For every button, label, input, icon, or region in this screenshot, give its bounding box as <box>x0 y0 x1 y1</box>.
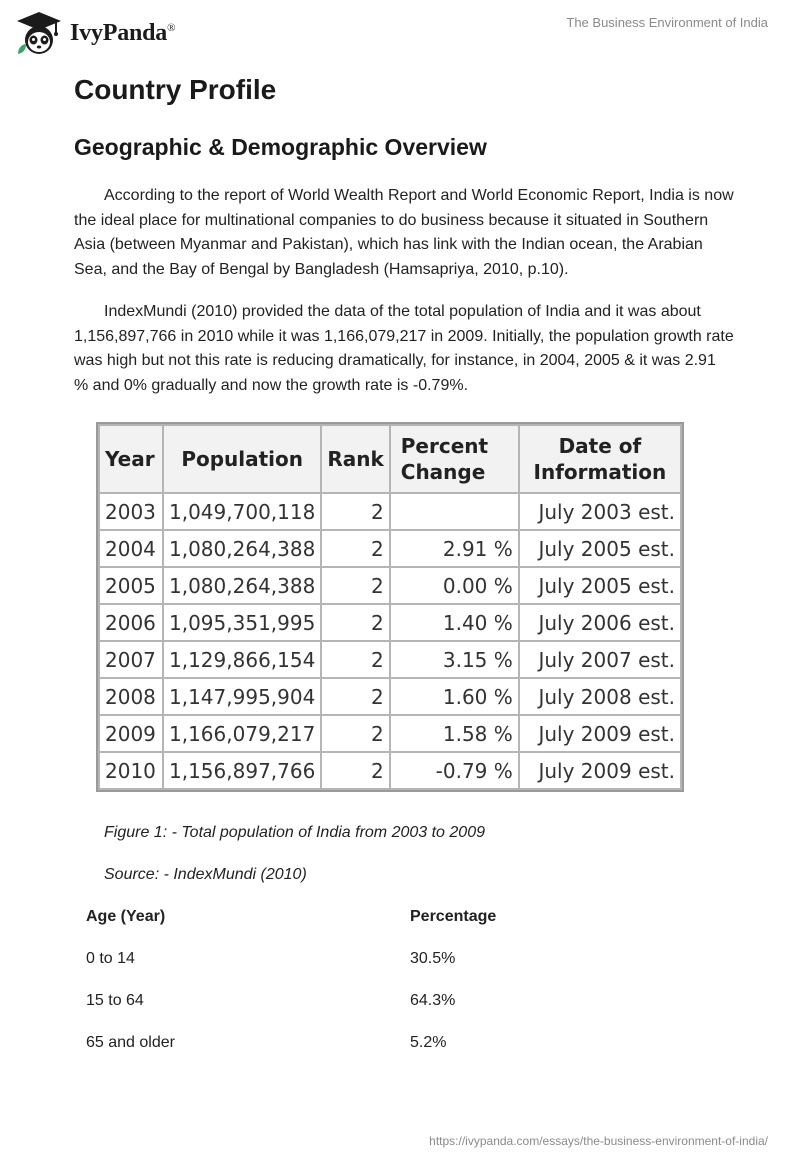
column-header-date: Date of Information <box>519 425 681 493</box>
table-row <box>99 604 681 641</box>
population-table-figure <box>96 422 684 792</box>
cell-year: 2010 <box>99 752 163 789</box>
cell-rank: 2 <box>321 752 389 789</box>
cell-rank: 2 <box>321 641 389 678</box>
age-group: 0 to 14 <box>86 950 135 967</box>
cell-percent-change: 1.60 % <box>390 678 519 715</box>
list-item <box>86 950 726 992</box>
cell-population: 1,049,700,118 <box>163 493 321 530</box>
cell-date: July 2006 est. <box>519 604 681 641</box>
figure-caption: Figure 1: - Total population of India from 2003 to 2009 <box>104 824 485 841</box>
cell-year: 2009 <box>99 715 163 752</box>
cell-year: 2008 <box>99 678 163 715</box>
table-row <box>99 493 681 530</box>
cell-population: 1,156,897,766 <box>163 752 321 789</box>
cell-rank: 2 <box>321 530 389 567</box>
cell-year: 2004 <box>99 530 163 567</box>
column-header-year: Year <box>99 425 163 493</box>
document-title: The Business Environment of India <box>566 15 768 30</box>
table-row <box>99 752 681 789</box>
age-structure-table <box>86 908 726 1076</box>
source-url[interactable]: https://ivypanda.com/essays/the-business-environment-of-india/ <box>429 1134 768 1148</box>
cell-year: 2007 <box>99 641 163 678</box>
cell-percent-change: 3.15 % <box>390 641 519 678</box>
panda-graduate-icon <box>14 10 64 56</box>
age-table-header <box>86 908 726 950</box>
cell-population: 1,095,351,995 <box>163 604 321 641</box>
cell-date: July 2009 est. <box>519 752 681 789</box>
list-item <box>86 1034 726 1076</box>
column-header-rank: Rank <box>321 425 389 493</box>
table-header-row <box>99 425 681 493</box>
logo-wordmark: IvyPanda® <box>70 19 176 46</box>
cell-date: July 2003 est. <box>519 493 681 530</box>
cell-percent-change: 0.00 % <box>390 567 519 604</box>
cell-date: July 2005 est. <box>519 530 681 567</box>
cell-year: 2006 <box>99 604 163 641</box>
cell-population: 1,147,995,904 <box>163 678 321 715</box>
cell-percent-change: -0.79 % <box>390 752 519 789</box>
cell-rank: 2 <box>321 678 389 715</box>
cell-population: 1,129,866,154 <box>163 641 321 678</box>
cell-date: July 2009 est. <box>519 715 681 752</box>
cell-percent-change: 1.58 % <box>390 715 519 752</box>
ivypanda-logo[interactable] <box>14 10 175 56</box>
cell-rank: 2 <box>321 567 389 604</box>
list-item <box>86 992 726 1034</box>
age-percentage: 30.5% <box>410 950 456 967</box>
cell-year: 2005 <box>99 567 163 604</box>
table-row <box>99 530 681 567</box>
population-table <box>98 424 682 790</box>
figure-source: Source: - IndexMundi (2010) <box>104 866 307 883</box>
column-header-population: Population <box>163 425 321 493</box>
section-heading: Geographic & Demographic Overview <box>74 134 487 160</box>
page-title: Country Profile <box>74 74 277 105</box>
age-group: 15 to 64 <box>86 992 144 1009</box>
age-group: 65 and older <box>86 1034 175 1051</box>
cell-population: 1,080,264,388 <box>163 530 321 567</box>
age-percentage: 64.3% <box>410 992 456 1009</box>
cell-date: July 2007 est. <box>519 641 681 678</box>
cell-date: July 2008 est. <box>519 678 681 715</box>
table-row <box>99 678 681 715</box>
percentage-column-header: Percentage <box>410 908 497 925</box>
cell-population: 1,166,079,217 <box>163 715 321 752</box>
cell-rank: 2 <box>321 715 389 752</box>
paragraph-population: IndexMundi (2010) provided the data of the total population of India and it was about 1,156,897,766 in 2010 while it was 1,166,079,217 in 2009. Initially, the population growth rate was high but not this rate is reducing dramatically, for instance, in 2004, 2005 & it was 2.91 % and 0% gradually and now the growth rate is -0.79%. <box>74 303 734 394</box>
age-percentage: 5.2% <box>410 1034 447 1051</box>
table-row <box>99 641 681 678</box>
cell-rank: 2 <box>321 493 389 530</box>
table-row <box>99 567 681 604</box>
age-column-header: Age (Year) <box>86 908 166 925</box>
table-row <box>99 715 681 752</box>
column-header-percent-change: Percent Change <box>390 425 519 493</box>
cell-percent-change <box>390 493 519 530</box>
page-header <box>0 0 800 60</box>
cell-rank: 2 <box>321 604 389 641</box>
paragraph-geography: According to the report of World Wealth Report and World Economic Report, India is now the ideal place for multinational companies to do business because it situated in Southern Asia (between Myanmar and Pakistan), which has link with the Indian ocean, the Arabian Sea, and the Bay of Bengal by Bangladesh (Hamsapriya, 2010, p.10). <box>74 187 734 278</box>
cell-year: 2003 <box>99 493 163 530</box>
cell-population: 1,080,264,388 <box>163 567 321 604</box>
cell-date: July 2005 est. <box>519 567 681 604</box>
cell-percent-change: 2.91 % <box>390 530 519 567</box>
cell-percent-change: 1.40 % <box>390 604 519 641</box>
